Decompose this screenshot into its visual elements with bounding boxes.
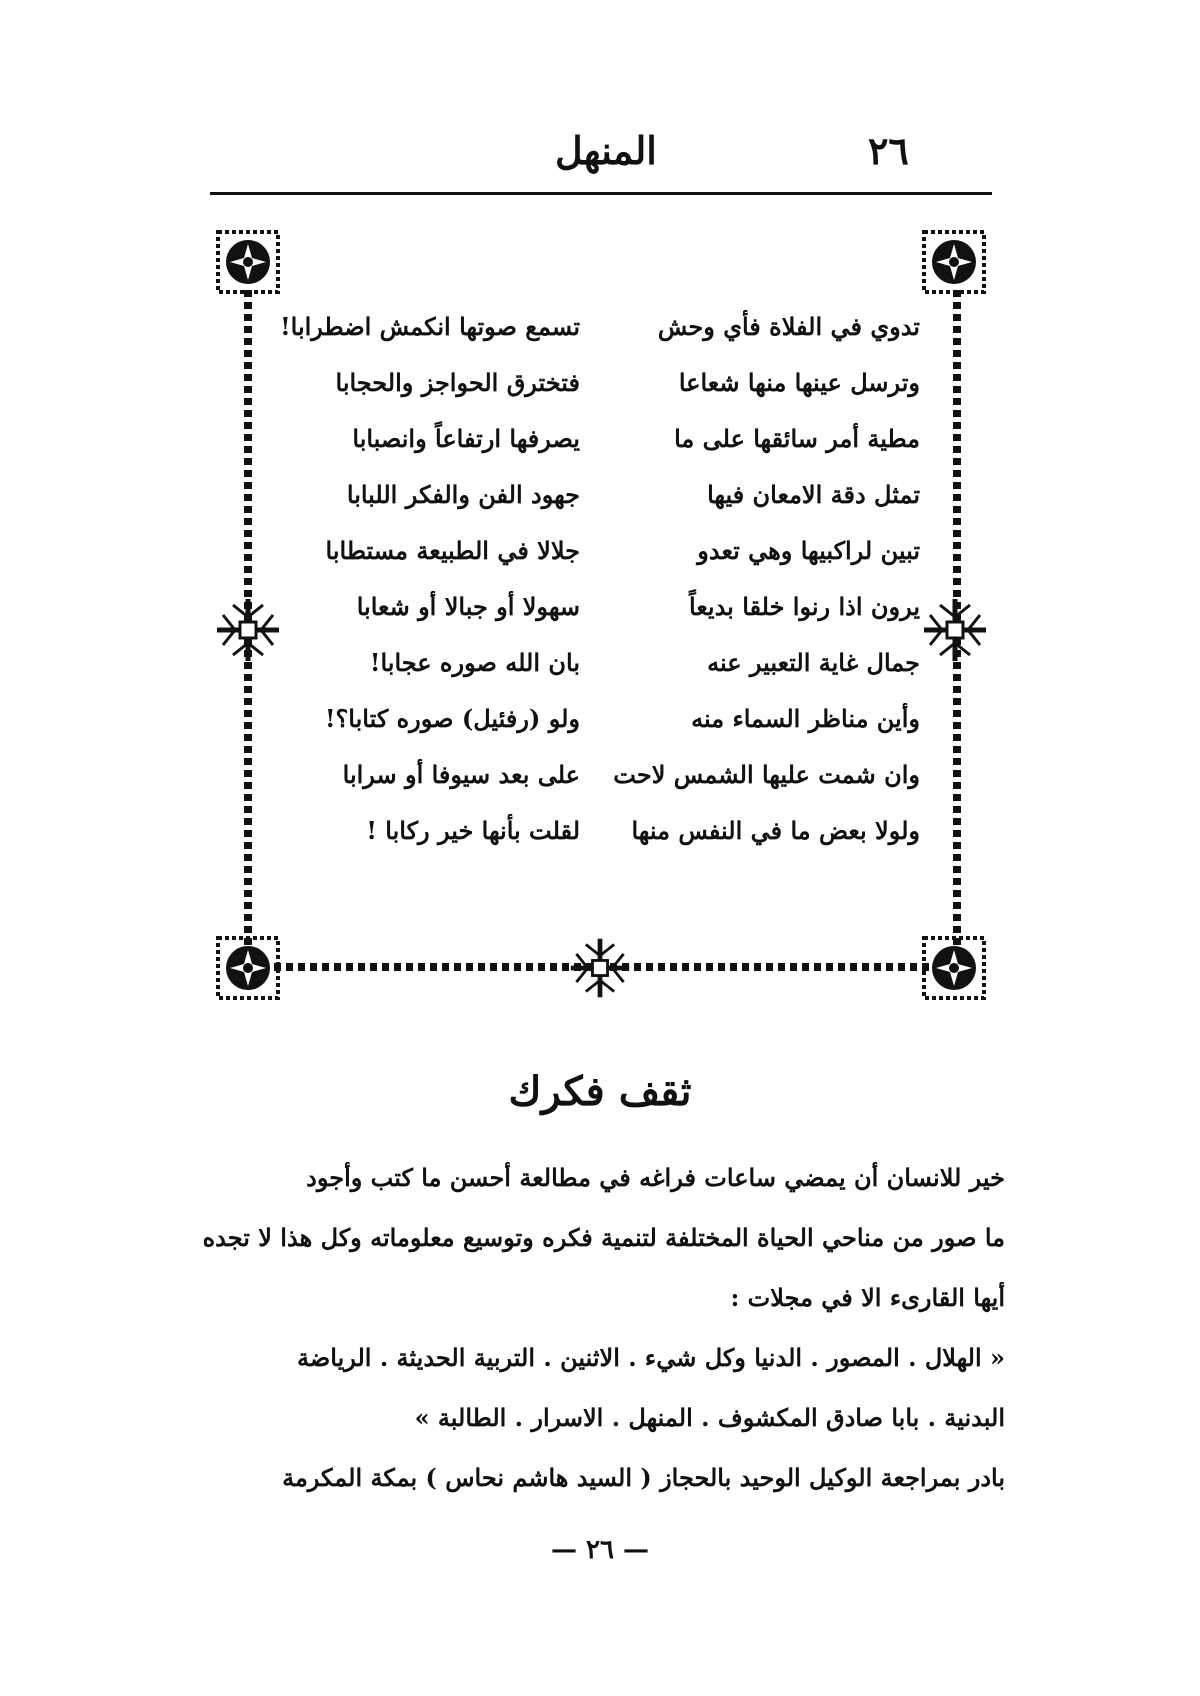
verse-second-hemistich: تسمع صوتها انكمش اضطرابا! bbox=[280, 311, 580, 341]
corner-rosette-icon bbox=[922, 230, 986, 294]
verse-second-hemistich: على بعد سيوفا أو سرابا bbox=[342, 759, 580, 789]
verse-second-hemistich: جهود الفن والفكر اللبابا bbox=[346, 479, 580, 509]
side-cross-ornament-icon bbox=[920, 595, 990, 665]
page-number-header: ٢٦ bbox=[868, 128, 909, 173]
verse-first-hemistich: مطية أمر سائقها على ما bbox=[674, 423, 920, 453]
verse-first-hemistich: وأين مناظر السماء منه bbox=[691, 703, 920, 733]
verse-row bbox=[280, 522, 920, 578]
verse-first-hemistich: وان شمت عليها الشمس لاحت bbox=[613, 759, 920, 789]
header-rule bbox=[210, 192, 992, 195]
article-line: أيها القارىء الا في مجلات : bbox=[730, 1283, 1005, 1312]
verse-first-hemistich: يرون اذا رنوا خلقا بديعاً bbox=[689, 591, 920, 621]
article-line: خير للانسان أن يمضي ساعات فراغه في مطالعة أحسن ما كتب وأجود bbox=[306, 1163, 1005, 1192]
verse-row bbox=[280, 354, 920, 410]
verse-row bbox=[280, 690, 920, 746]
verse-second-hemistich: ولو (رفئيل) صوره كتابا؟! bbox=[325, 703, 580, 733]
verse-second-hemistich: لقلت بأنها خير ركابا ! bbox=[366, 815, 580, 845]
verse-second-hemistich: بان الله صوره عجابا! bbox=[369, 647, 580, 677]
verse-second-hemistich: سهولا أو جبالا أو شعابا bbox=[356, 591, 580, 621]
verse-row bbox=[280, 466, 920, 522]
verse-second-hemistich: فتخترق الحواجز والحجابا bbox=[335, 367, 580, 397]
verse-row bbox=[280, 410, 920, 466]
article-title: ثقف فكرك bbox=[508, 1068, 692, 1115]
verse-row bbox=[280, 802, 920, 858]
corner-rosette-icon bbox=[922, 936, 986, 1000]
verse-first-hemistich: جمال غاية التعبير عنه bbox=[707, 647, 920, 677]
corner-rosette-icon bbox=[216, 230, 280, 294]
verse-row bbox=[280, 746, 920, 802]
verse-first-hemistich: تبين لراكبيها وهي تعدو bbox=[697, 535, 920, 565]
article-line: البدنية . بابا صادق المكشوف . المنهل . الاسرار . الطالبة » bbox=[414, 1403, 1005, 1432]
verse-second-hemistich: يصرفها ارتفاعاً وانصبابا bbox=[352, 423, 580, 453]
corner-rosette-icon bbox=[216, 936, 280, 1000]
article-line: بادر بمراجعة الوكيل الوحيد بالحجاز ( السيد هاشم نحاس ) بمكة المكرمة bbox=[282, 1463, 1005, 1492]
verse-first-hemistich: ولولا بعض ما في النفس منها bbox=[631, 815, 920, 845]
article-line: « الهلال . المصور . الدنيا وكل شيء . الاثنين . التربية الحديثة . الرياضة bbox=[297, 1343, 1005, 1372]
verse-row bbox=[280, 634, 920, 690]
magazine-title: المنهل bbox=[555, 128, 657, 173]
verse-row bbox=[280, 578, 920, 634]
verse-row bbox=[280, 298, 920, 354]
verse-second-hemistich: جلالا في الطبيعة مستطابا bbox=[325, 535, 580, 565]
page-number-footer: — ٢٦ — bbox=[550, 1535, 650, 1565]
poem bbox=[280, 298, 920, 858]
verse-first-hemistich: تدوي في الفلاة فأي وحش bbox=[657, 311, 920, 341]
article-line: ما صور من مناحي الحياة المختلفة لتنمية فكره وتوسيع معلوماته وكل هذا لا تجده bbox=[202, 1223, 1005, 1252]
side-cross-ornament-icon bbox=[213, 595, 283, 665]
verse-first-hemistich: تمثل دقة الامعان فيها bbox=[707, 479, 920, 509]
side-cross-ornament-icon bbox=[567, 935, 633, 1001]
verse-first-hemistich: وترسل عينها منها شعاعا bbox=[678, 367, 920, 397]
